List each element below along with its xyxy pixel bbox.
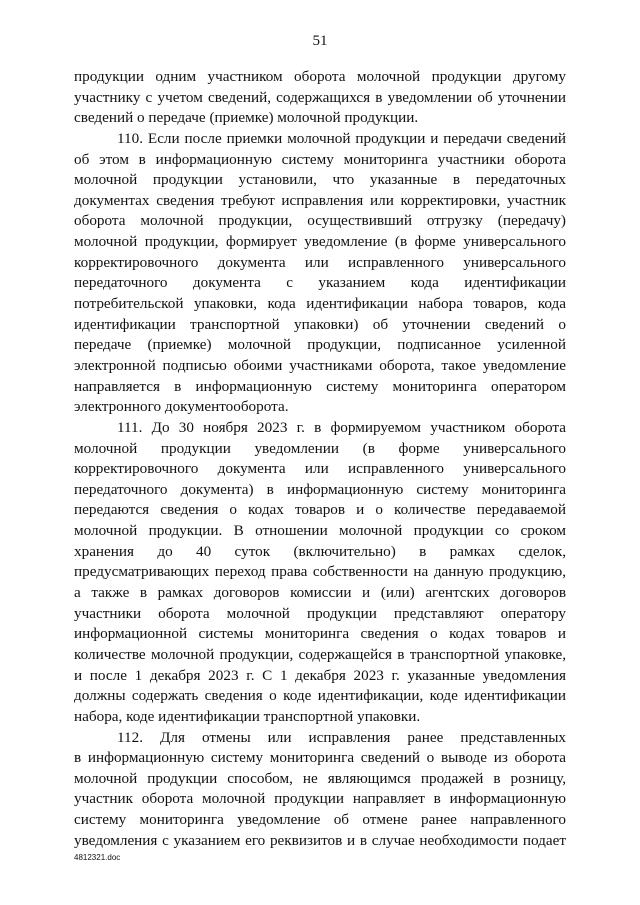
text-line: участнику с учетом сведений, содержащихся в уведомлении об уточнении — [74, 88, 566, 106]
text-line: корректировочного документа или исправленного универсального — [74, 253, 566, 271]
text-line: передаточного документа с указанием кода идентификации — [74, 274, 566, 292]
text-line: электронной подписью обоими участниками оборота, такое уведомление — [74, 356, 566, 374]
text-line: предусматривающих переход права собственности на данную продукцию, — [74, 563, 566, 581]
text-line: передаточного документа) в информационную систему мониторинга — [74, 480, 566, 498]
text-line: в информационную систему мониторинга сведений о выводе из оборота — [74, 749, 566, 767]
text-line: участник оборота молочной продукции направляет в информационную — [74, 790, 566, 808]
text-line: 112. Для отмены или исправления ранее представленных — [117, 728, 566, 746]
page-number: 51 — [312, 33, 328, 49]
text-line: документах сведения требуют исправления или корректировки, участник — [74, 191, 566, 209]
text-line: направляется в информационную систему мониторинга оператором — [74, 377, 566, 395]
text-line: передаче (приемке) молочной продукции, подписанное усиленной — [74, 336, 566, 354]
text-line: а также в рамках договоров комиссии и (или) агентских договоров — [74, 584, 566, 602]
text-line: электронного документооборота. — [74, 398, 289, 416]
text-line: продукции одним участником оборота молочной продукции другому — [74, 68, 566, 85]
text-line: набора, коде идентификации транспортной упаковки. — [74, 707, 421, 725]
text-line: должны содержать сведения о коде идентификации, коде идентификации — [74, 687, 566, 705]
text-line: корректировочного документа или исправленного универсального — [74, 460, 566, 478]
text-line: систему мониторинга уведомление об отмене ранее направленного — [74, 811, 566, 829]
text-line: информационной системы мониторинга сведения о кодах товаров и — [74, 625, 566, 643]
text-line: молочной продукции, формирует уведомление (в форме универсального — [74, 233, 566, 251]
text-line: участники оборота молочной продукции представляют оператору — [74, 604, 566, 622]
text-line: об этом в информационную систему мониторинга участники оборота — [74, 150, 566, 168]
document-file-code: 4812321.doc — [74, 853, 121, 862]
text-line: 111. До 30 ноября 2023 г. в формируемом участником оборота — [117, 418, 566, 436]
text-line: количестве молочной продукции, содержащейся в транспортной упаковке, — [74, 645, 566, 663]
document-body — [74, 67, 566, 851]
text-line: сведений о передаче (приемке) молочной продукции. — [74, 109, 419, 127]
text-line: молочной продукции установили, что указанные в передаточных — [74, 171, 566, 189]
text-line: и после 1 декабря 2023 г. С 1 декабря 2023 г. указанные уведомления — [74, 666, 566, 684]
text-line: хранения до 40 суток (включительно) в рамках сделок, — [74, 542, 566, 560]
text-line: молочной продукции способом, не являющимся продажей в розницу, — [74, 769, 566, 787]
text-line: потребительской упаковки, кода идентификации набора товаров, кода — [74, 295, 566, 313]
text-line: 110. Если после приемки молочной продукции и передачи сведений — [117, 129, 566, 147]
text-line: молочной продукции. В отношении молочной продукции со сроком — [74, 522, 566, 540]
text-line: уведомления с указанием его реквизитов и в случае необходимости подает — [74, 831, 566, 849]
text-line: идентификации транспортной упаковки) об уточнении сведений о — [74, 315, 566, 333]
text-line: оборота молочной продукции, осуществивший отгрузку (передачу) — [74, 212, 566, 230]
text-line: передаются сведения о кодах товаров и о количестве передаваемой — [74, 501, 566, 519]
text-line: молочной продукции уведомлении (в форме универсального — [74, 439, 566, 457]
